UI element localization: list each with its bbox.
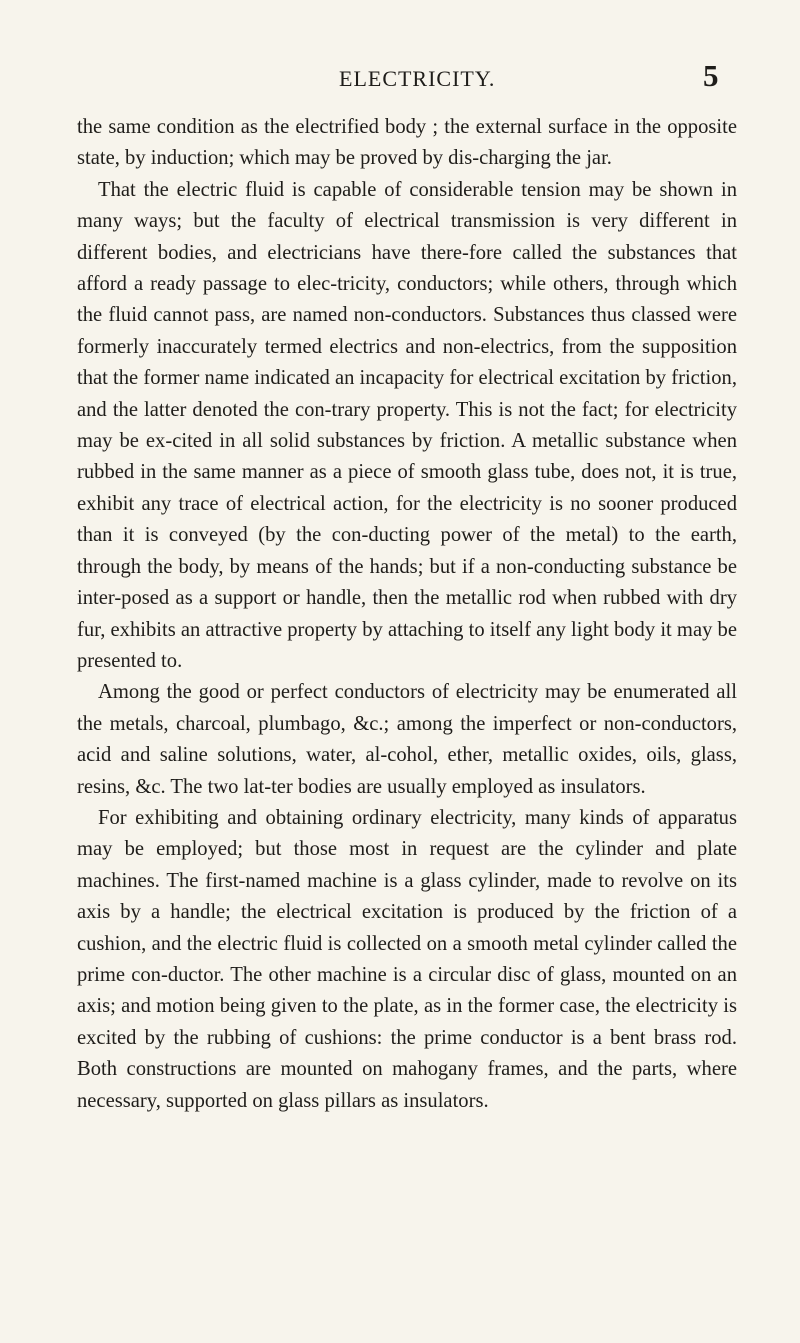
running-title: ELECTRICITY. [339,66,496,91]
paragraph-apparatus: For exhibiting and obtaining ordinary electricity, many kinds of apparatus may be employed; but those most in request are the cylinder and plate machines. The first-named machine is a glass cylinder, made to revolve on its axis by a handle; the electrical excitation is produced by the friction of a cushion, and the electric fluid is collected on a smooth metal cylinder called the prime con-ductor. The other machine is a circular disc of glass, mounted on an axis; and motion being given to the plate, as in the former case, the electricity is excited by the rubbing of cushions: the prime conductor is a bent brass rod. Both constructions are mounted on mahogany frames, and the parts, where necessary, supported on glass pillars as insulators. [77,806,737,1112]
paragraph-conductor-list: Among the good or perfect conductors of electricity may be enumerated all the metals, charcoal, plumbago, &c.; among the imperfect or non-conductors, acid and saline solutions, water, al-cohol, ether, metallic oxides, oils, glass, resins, &c. The two lat-ter bodies are usually employed as insulators. [77,681,737,798]
paragraph-conductors: That the electric fluid is capable of considerable tension may be shown in many ways; but the faculty of electrical transmission is very different in different bodies, and electricians have there-fore called the substances that afford a ready passage to elec-tricity, conductors; while others, through which the fluid cannot pass, are named non-conductors. Substances thus classed were formerly inaccurately termed electrics and non-electrics, from the supposition that the former name indicated an incapacity for electrical excitation by friction, and the latter denoted the con-trary property. This is not the fact; for electricity may be ex-cited in all solid substances by friction. A metallic substance when rubbed in the same manner as a piece of smooth glass tube, does not, it is true, exhibit any trace of electrical action, for the electricity is no sooner produced than it is conveyed (by the con-ducting power of the metal) to the earth, through the body, by means of the hands; but if a non-conducting substance be inter-posed as a support or handle, then the metallic rod when rubbed with dry fur, exhibits an attractive property by attaching to itself any light body it may be presented to. [77,178,737,672]
page-number: 5 [703,58,719,93]
body-text [77,112,737,1117]
paragraph-continued: the same condition as the electrified body ; the external surface in the opposite state, by induction; which may be proved by dis-charging the jar. [77,116,737,170]
